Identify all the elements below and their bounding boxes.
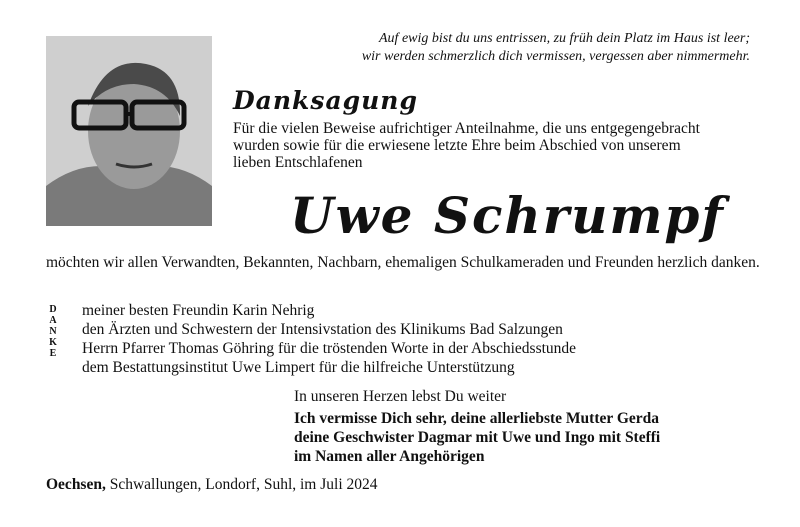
thanks-heading: Danksagung: [233, 86, 418, 115]
danke-letter: E: [49, 348, 57, 359]
family-line-1: Ich vermisse Dich sehr, deine allerliebste Mutter Gerda: [294, 410, 660, 427]
danke-letter: K: [49, 337, 57, 348]
memorial-poem: [300, 30, 750, 66]
thanks-text: möchten wir allen Verwandten, Bekannten, Nachbarn, ehemaligen Schulkameraden und Freunden herzlich danken.: [46, 254, 760, 271]
footer-place-date: [46, 476, 378, 494]
danke-letter: A: [49, 315, 57, 326]
danke-letter: D: [49, 304, 57, 315]
danke-item: Herrn Pfarrer Thomas Göhring für die tröstenden Worte in der Abschiedsstunde: [82, 340, 577, 357]
danke-letter: N: [49, 326, 57, 337]
danke-item: meiner besten Freundin Karin Nehrig: [82, 302, 315, 319]
deceased-name: Uwe Schrumpf: [290, 186, 725, 245]
footer-place-rest: Schwallungen, Londorf, Suhl, im Juli 2024: [105, 476, 378, 493]
family-line-3: im Namen aller Angehörigen: [294, 448, 485, 465]
danke-item: den Ärzten und Schwestern der Intensivstation des Klinikums Bad Salzungen: [82, 321, 563, 338]
poem-line-1: Auf ewig bist du uns entrissen, zu früh dein Platz im Haus ist leer;: [379, 31, 750, 46]
family-signature: [294, 409, 660, 466]
danke-list: [82, 301, 576, 377]
intro-line-3: lieben Entschlafenen: [233, 154, 363, 171]
poem-line-2: wir werden schmerzlich dich vermissen, vergessen aber nimmermehr.: [361, 49, 750, 64]
portrait-image: [46, 36, 212, 226]
intro-line-1: Für die vielen Beweise aufrichtiger Anteilnahme, die uns entgegengebracht: [233, 120, 700, 137]
danke-item: dem Bestattungsinstitut Uwe Limpert für die hilfreiche Unterstützung: [82, 359, 515, 376]
intro-text: [233, 120, 763, 171]
danke-vertical-label: [46, 304, 60, 359]
motto-text: In unseren Herzen lebst Du weiter: [294, 388, 507, 405]
family-line-2: deine Geschwister Dagmar mit Uwe und Ingo mit Steffi: [294, 429, 661, 446]
footer-place-bold: Oechsen,: [46, 476, 106, 493]
intro-line-2: wurden sowie für die erwiesene letzte Ehre beim Abschied von unserem: [233, 137, 681, 154]
portrait-photo: [46, 36, 212, 226]
